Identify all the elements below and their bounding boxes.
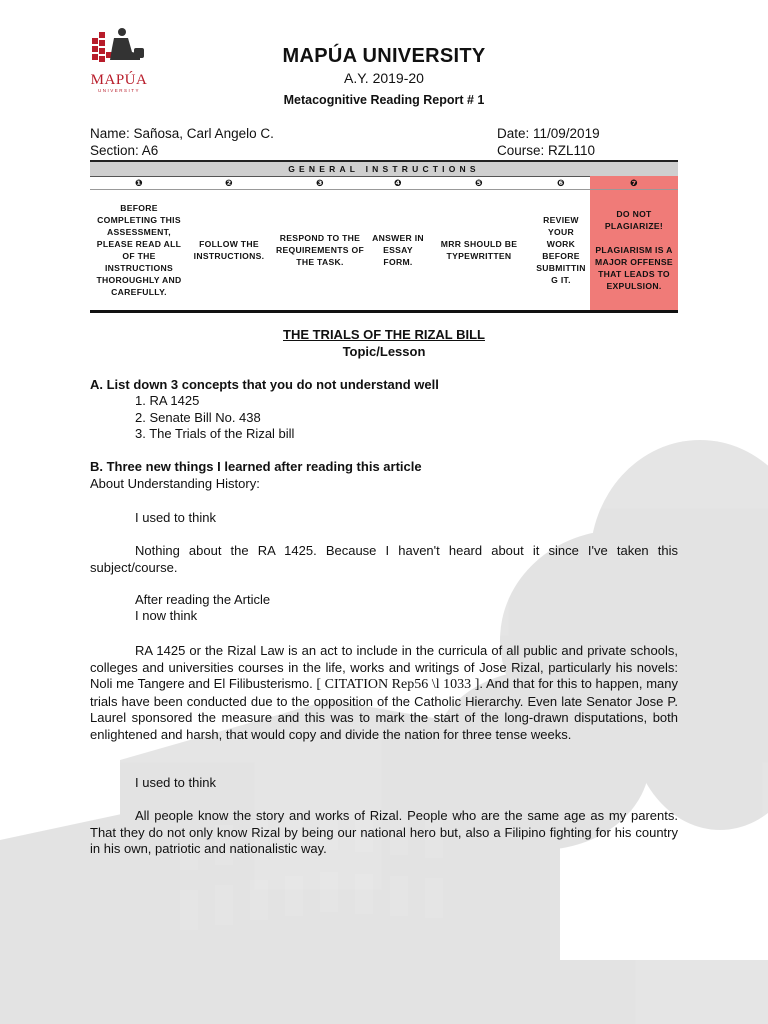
now-think-label: I now think: [135, 608, 198, 623]
instruction-number: ❹: [370, 176, 426, 190]
paragraph-2-text-a: RA 1425 or the Rizal Law is an act to include in the curricula of all public and private schools, colleges and universities courses in the life, works and writings of Jose Rizal, particularly his novels: Noli me Tangere and El Filibusterismo.: [90, 643, 678, 691]
instruction-number: ❼: [590, 176, 678, 190]
report-title: Metacognitive Reading Report # 1: [283, 93, 485, 107]
instruction-item: BEFORE COMPLETING THIS ASSESSMENT, PLEASE READ ALL OF THE INSTRUCTIONS THOROUGHLY AND CAREFULLY.: [96, 203, 182, 297]
section-a-heading: A. List down 3 concepts that you do not understand well: [90, 377, 439, 392]
instruction-number: ❺: [426, 176, 532, 190]
section-b-heading: B. Three new things I learned after reading this article: [90, 459, 422, 474]
concept-item: 2. Senate Bill No. 438: [135, 410, 261, 425]
instruction-number: ❸: [270, 176, 370, 190]
paragraph-2-text-b: . And that for this to happen, many trials have been conducted due to the opposition of the Catholic Hierarchy. Even late Senator Jose P. Laurel sponsored the measure and this was to mark the start of the long-drawn disputations, both enlightened and harsh, that would copy and divide the nation for three tense weeks.: [90, 676, 678, 742]
instruction-number: ❷: [188, 176, 270, 190]
paragraph-1: Nothing about the RA 1425. Because I haven't heard about it since I've taken this subject/course.: [90, 543, 678, 575]
report-date: Date: 11/09/2019: [497, 126, 600, 141]
section-b-intro: About Understanding History:: [90, 476, 260, 491]
logo-wordmark: MAPÚA: [90, 72, 148, 88]
student-name: Name: Sañosa, Carl Angelo C.: [90, 126, 274, 141]
topic-title: THE TRIALS OF THE RIZAL BILL: [283, 327, 485, 342]
paragraph-2: [90, 643, 678, 743]
used-to-think-label: I used to think: [135, 510, 216, 525]
instruction-item: RESPOND TO THE REQUIREMENTS OF THE TASK.: [275, 233, 365, 267]
academic-year: A.Y. 2019-20: [344, 70, 424, 86]
logo-subtext: UNIVERSITY: [97, 88, 140, 93]
instruction-number: ❶: [90, 176, 188, 190]
concept-item: 3. The Trials of the Rizal bill: [135, 426, 295, 441]
instructions-table: [90, 176, 678, 313]
instruction-item: REVIEW YOUR WORK BEFORE SUBMITTIN G IT.: [536, 215, 586, 285]
plagiarism-warning: DO NOT PLAGIARIZE!: [604, 209, 664, 231]
topic-subtitle: Topic/Lesson: [342, 344, 426, 359]
course-code: Course: RZL110: [497, 143, 596, 158]
instruction-numbers-row: [90, 176, 678, 190]
concept-item: 1. RA 1425: [135, 393, 200, 408]
instruction-item: ANSWER IN ESSAY FORM.: [372, 233, 424, 267]
paragraph-3: All people know the story and works of Rizal. People who are the same age as my parents. That they do not only know Rizal by being our national hero but, also a Filipino fighting for his country in his own, patriotic and nationalistic way.: [90, 808, 678, 856]
instruction-item: FOLLOW THE INSTRUCTIONS.: [193, 239, 265, 261]
used-to-think-label-2: I used to think: [135, 775, 216, 790]
plagiarism-consequence: PLAGIARISM IS A MAJOR OFFENSE THAT LEADS TO EXPULSION.: [595, 245, 673, 291]
general-instructions-header: GENERAL INSTRUCTIONS: [90, 160, 678, 177]
instruction-item-plagiarism: [590, 190, 678, 312]
after-reading-label: After reading the Article: [135, 592, 271, 607]
instruction-items-row: [90, 190, 678, 312]
instruction-number: ❻: [532, 176, 590, 190]
instruction-item: MRR SHOULD BE TYPEWRITTEN: [440, 239, 518, 261]
citation-field: [ CITATION Rep56 \l 1033 ]: [316, 677, 480, 692]
student-section: Section: A6: [90, 143, 159, 158]
university-name: MAPÚA UNIVERSITY: [282, 45, 486, 67]
